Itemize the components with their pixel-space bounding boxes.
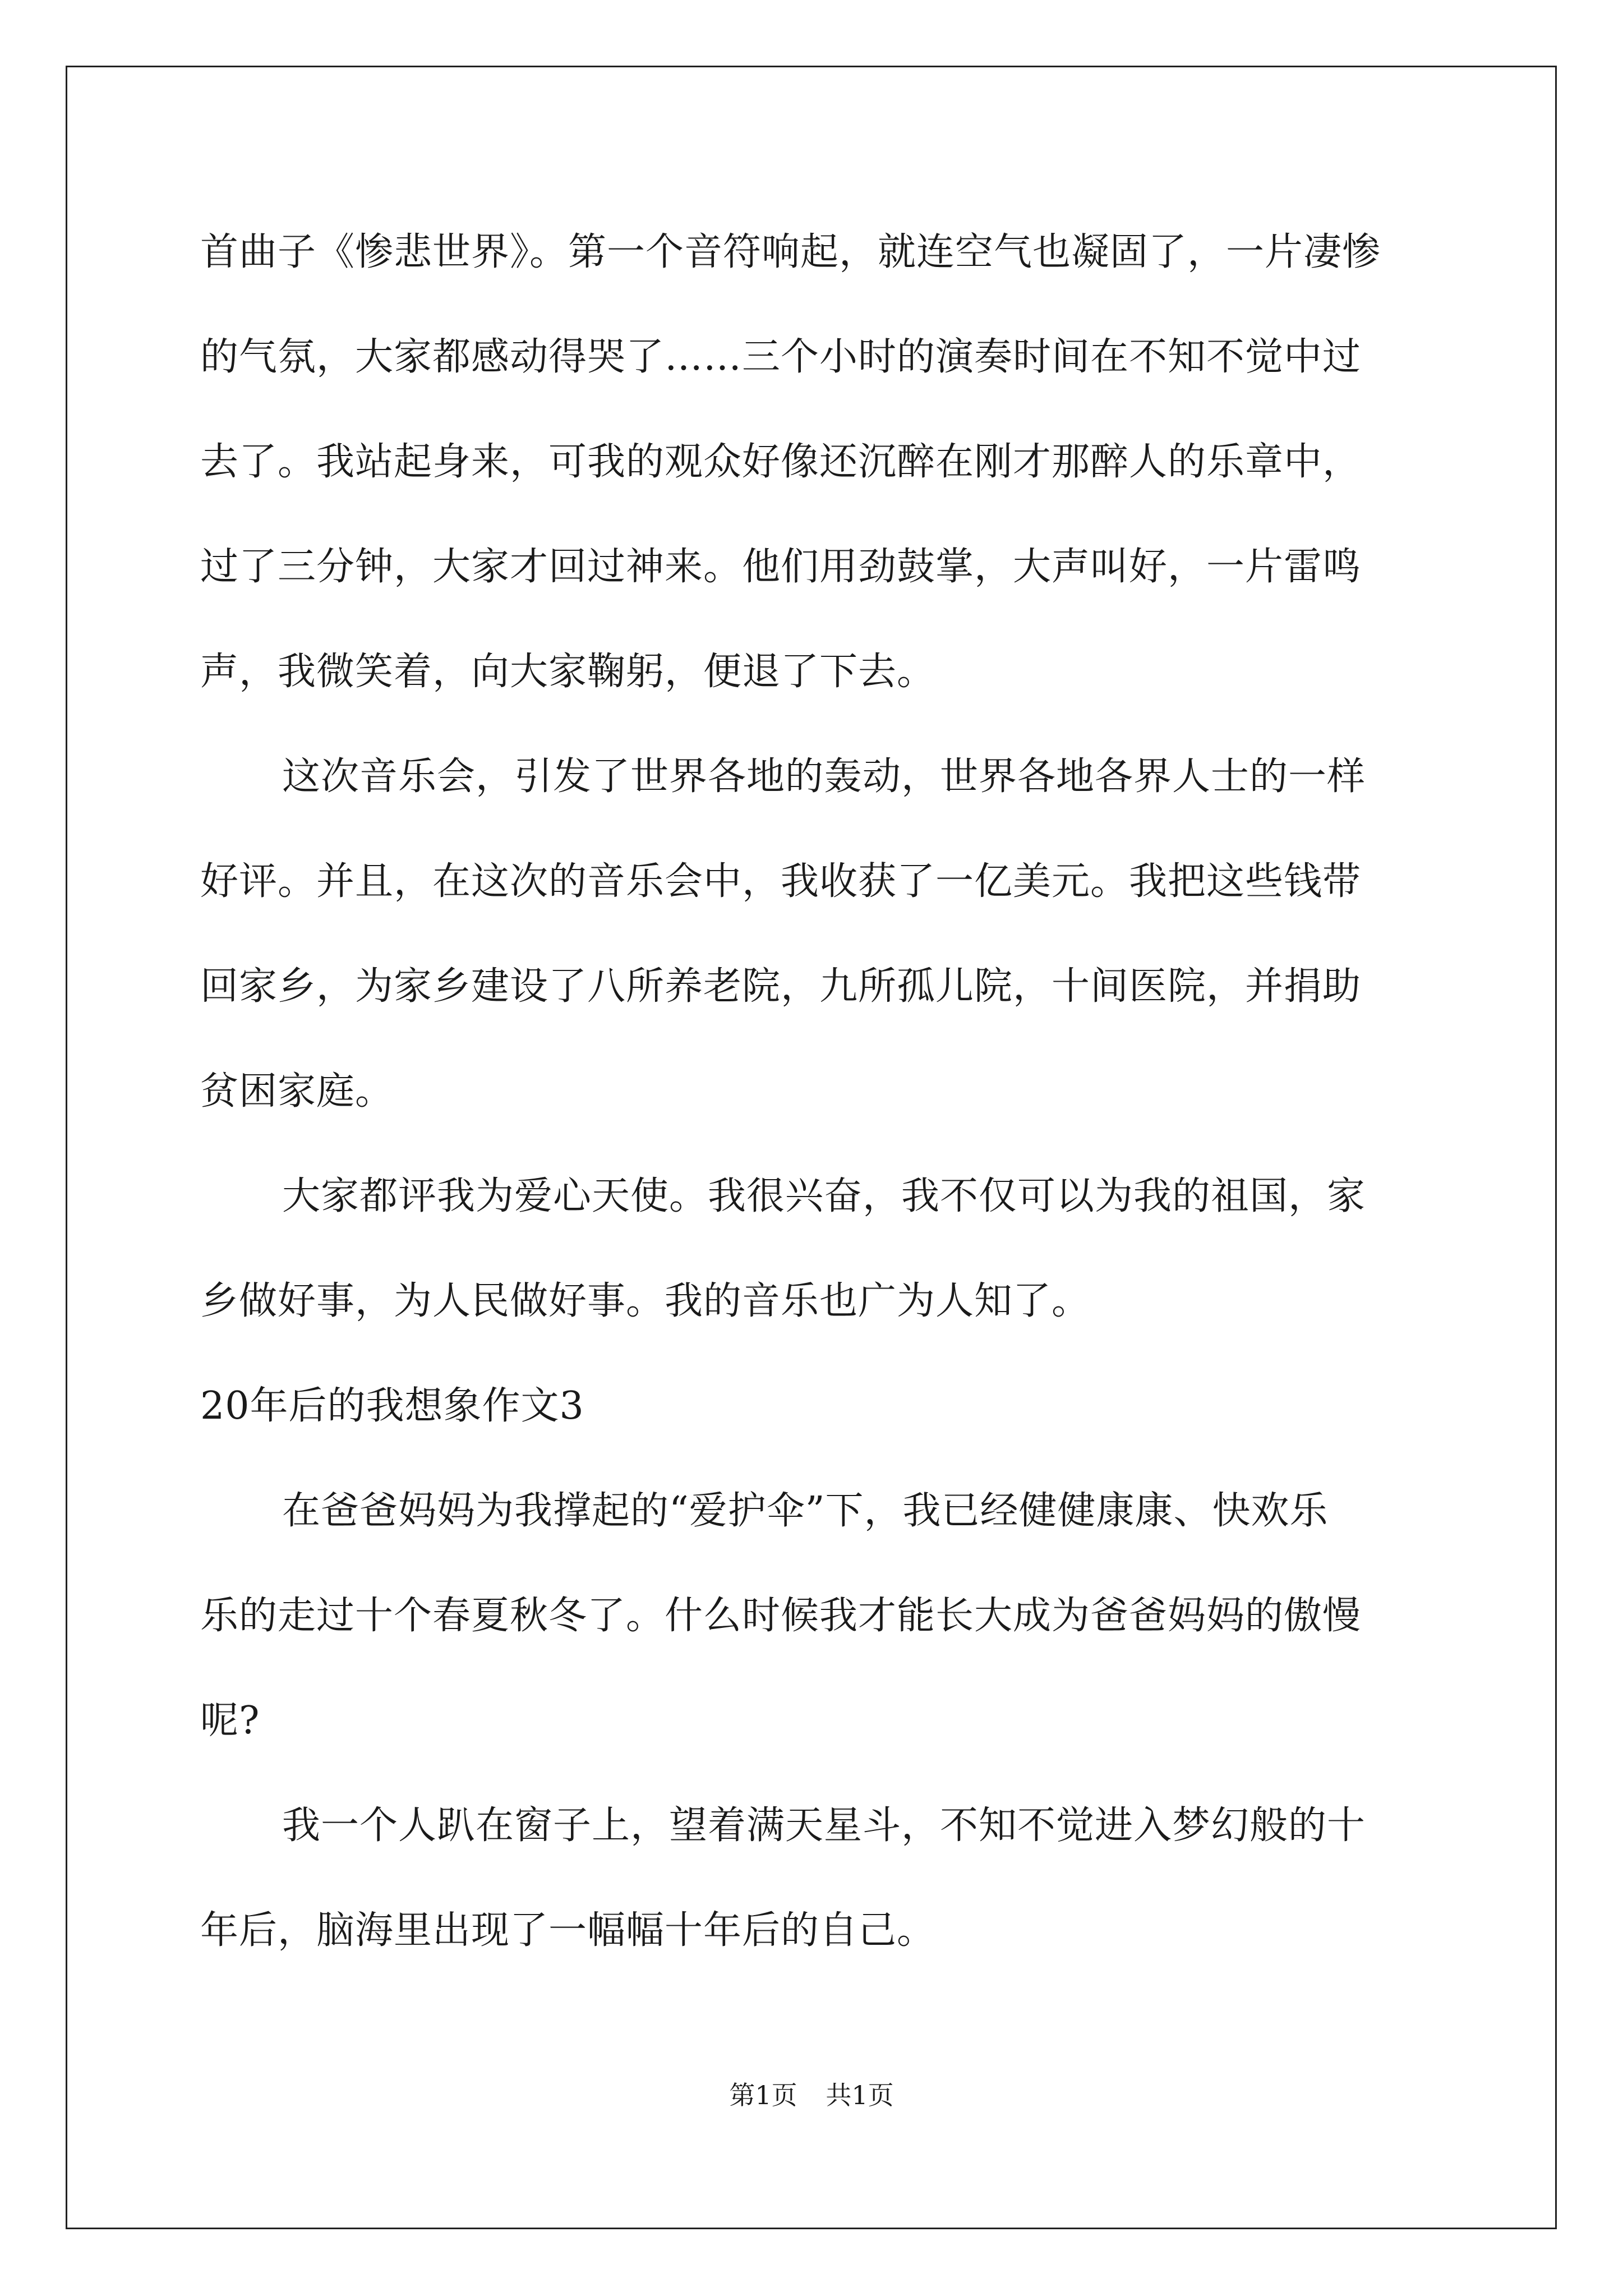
paragraph-first-line: 我一个人趴在窗子上，望着满天星斗，不知不觉进入梦幻般的十 xyxy=(282,1803,1366,1848)
text-line: 呢? xyxy=(200,1699,260,1743)
document-body xyxy=(200,210,1428,1994)
text-line: 过了三分钟，大家才回过神来。他们用劲鼓掌，大声叫好，一片雷鸣 xyxy=(200,545,1362,589)
text-line: 首曲子《惨悲世界》。第一个音符响起，就连空气也凝固了，一片凄惨 xyxy=(200,230,1381,274)
paragraph-first-line: 这次音乐会，引发了世界各地的轰动，世界各地各界人士的一样 xyxy=(282,754,1366,799)
text-line: 好评。并且，在这次的音乐会中，我收获了一亿美元。我把这些钱带 xyxy=(200,859,1362,904)
text-line: 贫困家庭。 xyxy=(200,1069,394,1114)
text-line: 回家乡，为家乡建设了八所养老院，九所孤儿院，十间医院，并捐助 xyxy=(200,964,1362,1009)
page-footer xyxy=(0,2078,1623,2112)
text-line: 去了。我站起身来，可我的观众好像还沉醉在刚才那醉人的乐章中， xyxy=(200,440,1362,484)
text-line: 声，我微笑着，向大家鞠躬，便退了下去。 xyxy=(200,650,936,694)
text-line: 乡做好事，为人民做好事。我的音乐也广为人知了。 xyxy=(200,1279,1091,1323)
page-number: 第1页 xyxy=(729,2080,797,2110)
text-line: 的气氛，大家都感动得哭了……三个小时的演奏时间在不知不觉中过 xyxy=(200,335,1362,379)
text-line: 年后，脑海里出现了一幅幅十年后的自己。 xyxy=(200,1908,936,1953)
section-heading: 20年后的我想象作文3 xyxy=(200,1384,584,1428)
text-line: 乐的走过十个春夏秋冬了。什么时候我才能长大成为爸爸妈妈的傲慢 xyxy=(200,1594,1362,1638)
paragraph-first-line: 在爸爸妈妈为我撑起的“爱护伞”下，我已经健健康康、快欢乐 xyxy=(282,1489,1329,1533)
paragraph-first-line: 大家都评我为爱心天使。我很兴奋，我不仅可以为我的祖国，家 xyxy=(282,1174,1366,1218)
page-total: 共1页 xyxy=(826,2080,894,2110)
